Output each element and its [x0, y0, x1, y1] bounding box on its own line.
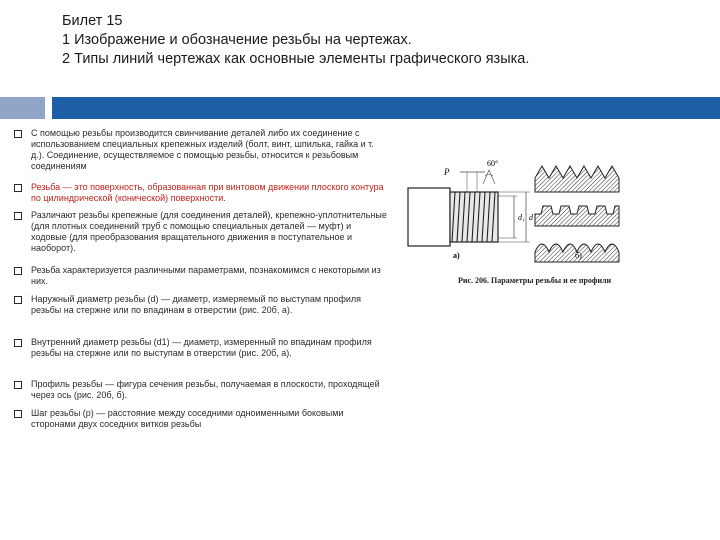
bullet-text: Шаг резьбы (р) — расстояние между соседними одноименными боковыми сторонами двух соседних витков резьбы — [31, 408, 344, 429]
bullet-square-icon — [14, 296, 22, 304]
bolt-drawing — [408, 170, 530, 246]
bullet-square-icon — [14, 410, 22, 418]
bullet-square-icon — [14, 130, 22, 138]
bullet-square-icon — [14, 212, 22, 220]
bullet-text: Внутренний диаметр резьбы (d1) — диаметр, измеренный по впадинам профиля резьбы на стержне или по выступам в отверстии (рис. 20б, а). — [31, 337, 372, 358]
bullet-text: Наружный диаметр резьбы (d) — диаметр, измеряемый по выступам профиля резьбы на стержне или по впадинам в отверстии (рис. 20б, а). — [31, 294, 362, 315]
bullet-square-icon — [14, 339, 22, 347]
figure-caption: Рис. 206. Параметры резьбы и ее профили — [458, 276, 612, 285]
label-angle: 60° — [487, 159, 499, 168]
bullet-text: Резьба — это поверхность, образованная при винтовом движении плоского контура по цилиндрической (конической) поверхности. — [31, 182, 384, 203]
title-line-1: Билет 15 — [62, 13, 123, 29]
profile-trapezoidal — [535, 206, 619, 226]
label-d1: d₁ — [518, 213, 525, 222]
header-band-accent — [0, 97, 45, 119]
label-p: P — [444, 167, 450, 177]
bullet-text: С помощью резьбы производится свинчивание деталей либо их соединение с использованием специальных крепежных изделий (болт, винт, шпилька, гайка и т. д.). Соединение, осуществляемое с помощью резьбы, относится к резьбовым соединениям — [31, 128, 374, 171]
bullet-square-icon — [14, 381, 22, 389]
label-a: а) — [453, 251, 460, 260]
bullet-text: Резьба характеризуется различными параметрами, познакомимся с некоторыми из них. — [31, 265, 381, 286]
title-line-3: 2 Типы линий чертежах как основные элементы графического языка. — [62, 51, 530, 67]
slide-title — [62, 12, 702, 69]
bullet-square-icon — [14, 267, 22, 275]
bullet-text: Различают резьбы крепежные (для соединения деталей), крепежно-уплотнительные (для плотных соединений труб с помощью специальных деталей — муфт) и ходовые (для преобразования вращательного движения в поступательное и наоборот). — [31, 210, 387, 253]
title-line-2: 1 Изображение и обозначение резьбы на чертежах. — [62, 32, 412, 48]
label-b: б) — [575, 251, 582, 260]
bullet-square-icon — [14, 184, 22, 192]
bullet-text: Профиль резьбы — фигура сечения резьбы, получаемая в плоскости, проходящей через ось (рис. 20б, б). — [31, 379, 380, 400]
label-d: d — [529, 213, 533, 222]
thread-figure — [405, 150, 705, 295]
header-band — [52, 97, 720, 119]
profile-triangular — [535, 166, 619, 192]
